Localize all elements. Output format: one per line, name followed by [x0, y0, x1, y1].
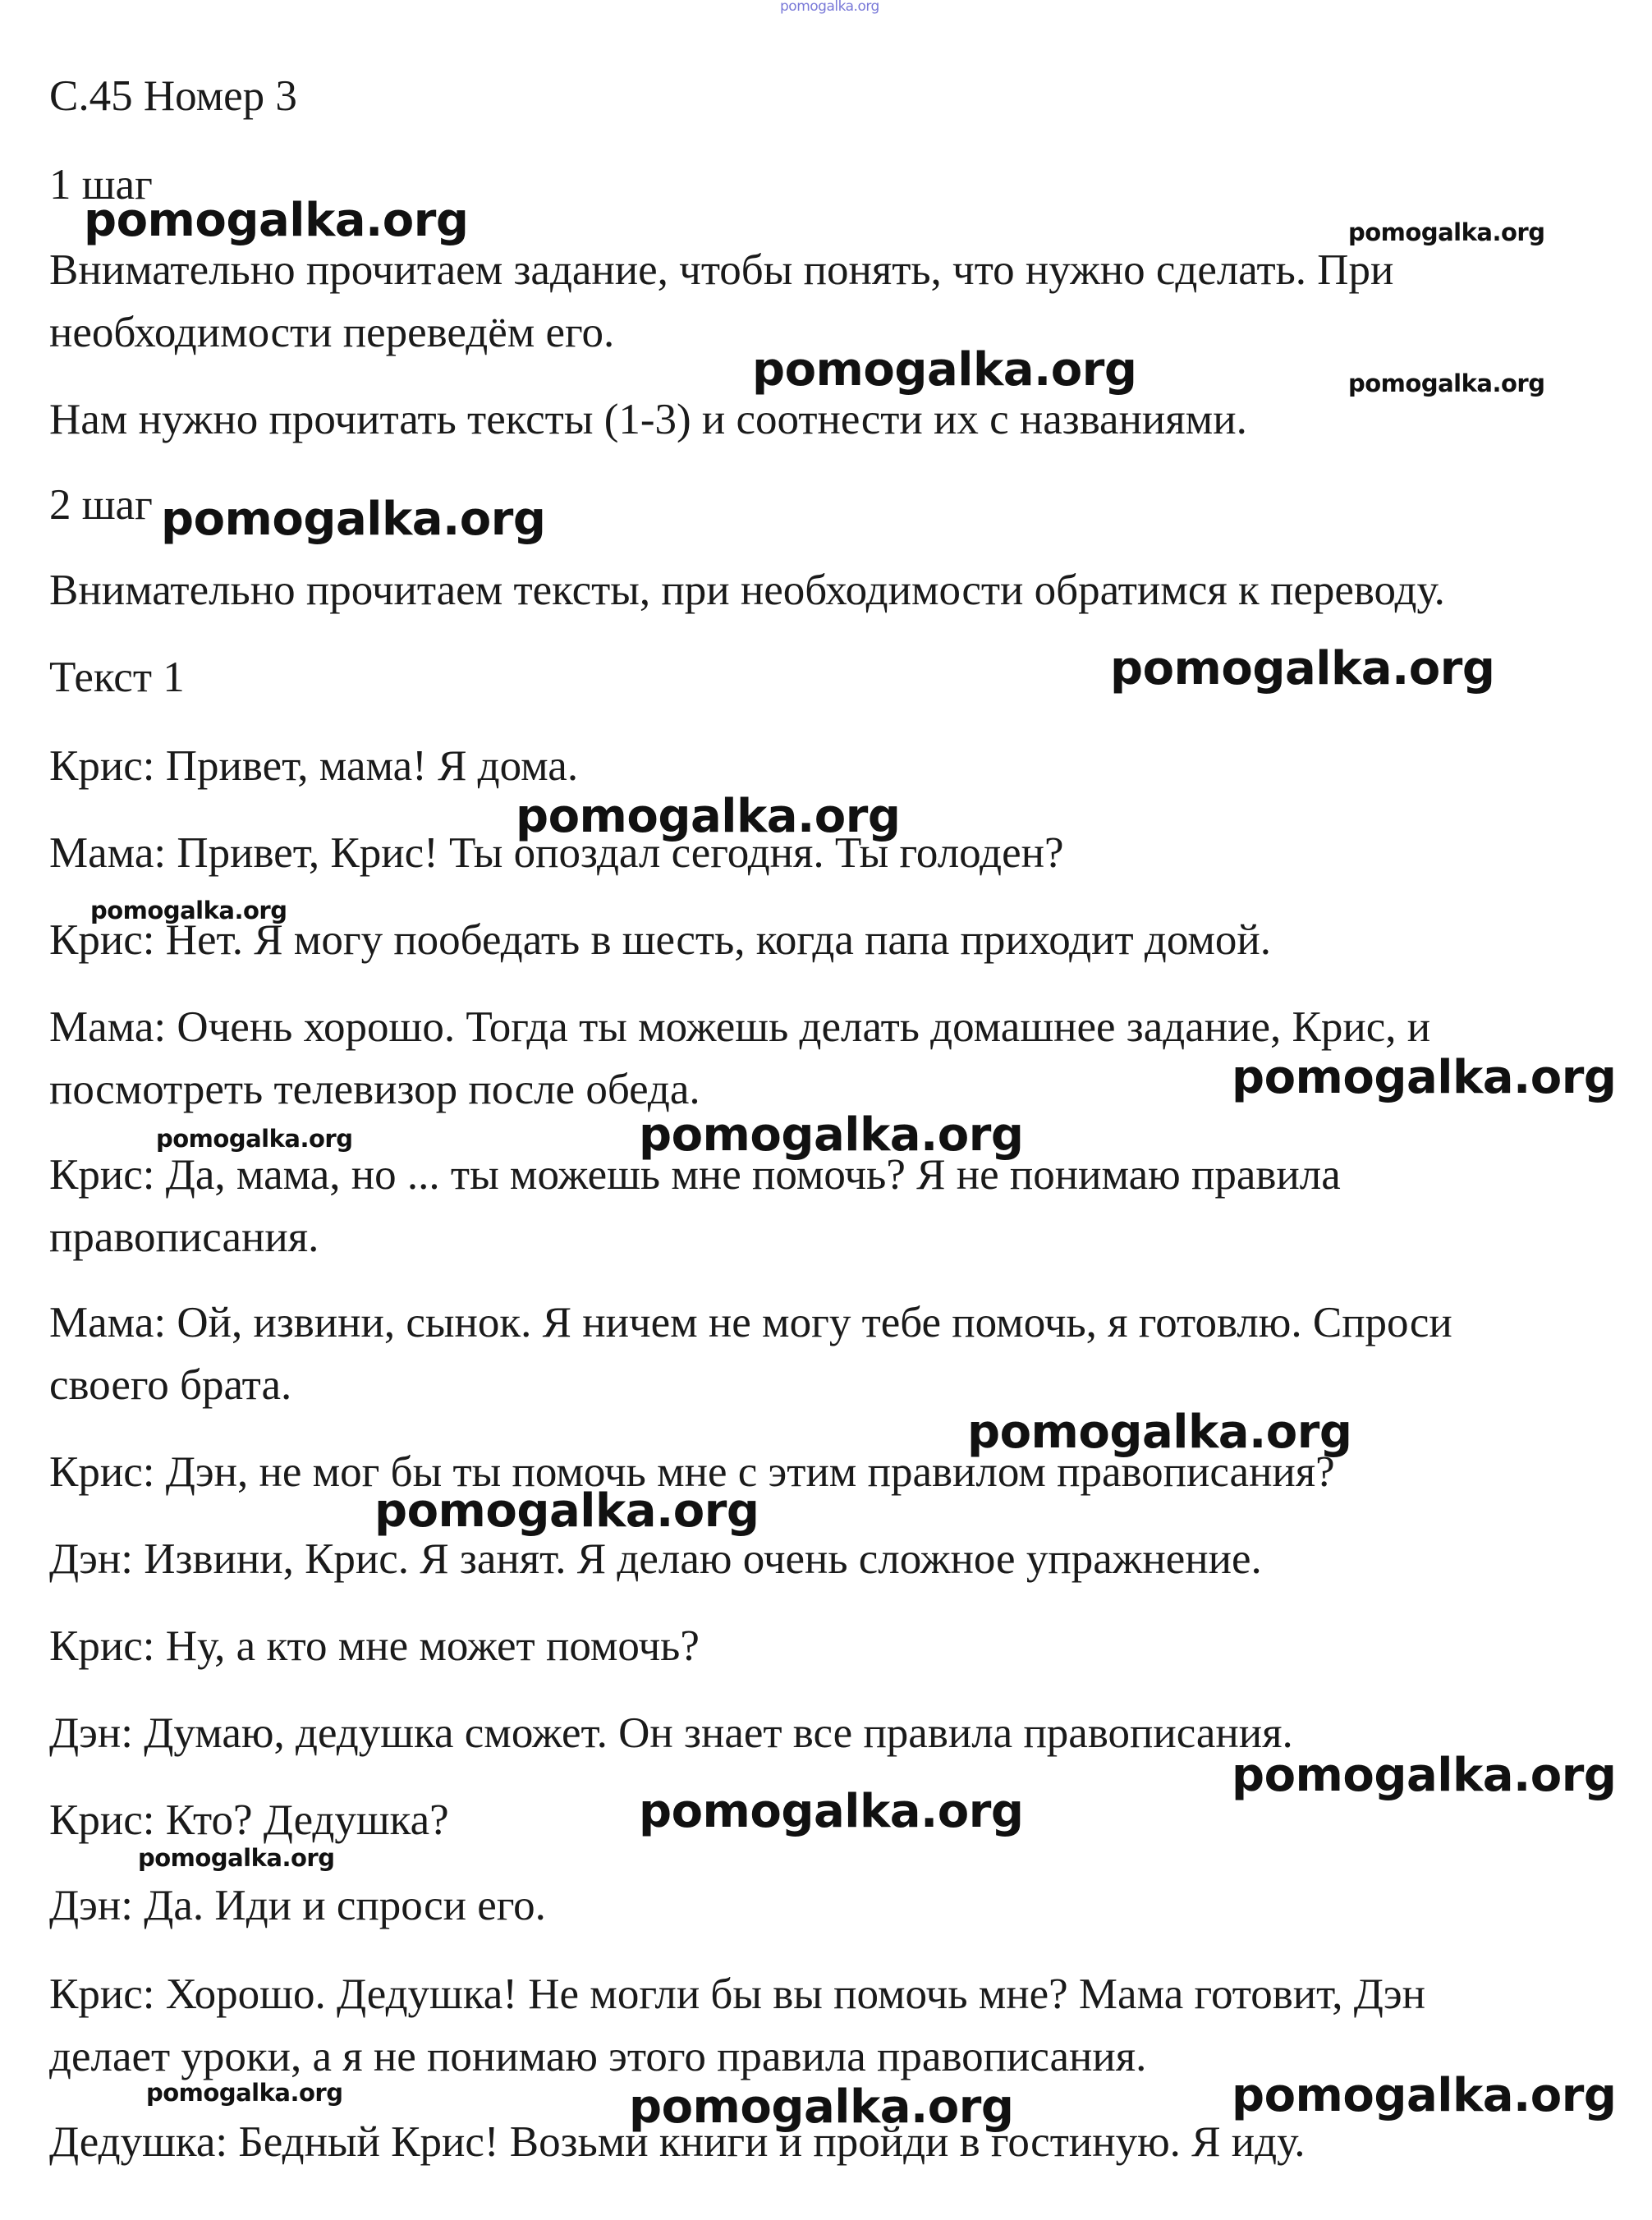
watermark: pomogalka.org	[1232, 2069, 1617, 2122]
dialogue-line: Дэн: Думаю, дедушка сможет. Он знает все правила правописания.	[49, 1709, 1293, 1757]
dialogue-line: своего брата.	[49, 1361, 292, 1409]
dialogue-line: Мама: Привет, Крис! Ты опоздал сегодня. Ты голоден?	[49, 829, 1064, 877]
dialogue-line: Крис: Кто? Дедушка?	[49, 1796, 449, 1844]
dialogue-line: Мама: Ой, извини, сынок. Я ничем не могу тебе помочь, я готовлю. Спроси	[49, 1299, 1452, 1346]
watermark: pomogalka.org	[639, 1108, 1024, 1162]
dialogue-line: делает уроки, а я не понимаю этого правила правописания.	[49, 2033, 1147, 2080]
page-heading: С.45 Номер 3	[49, 72, 297, 120]
watermark: pomogalka.org	[90, 897, 287, 924]
watermark: pomogalka.org	[1348, 218, 1545, 246]
watermark: pomogalka.org	[1232, 1051, 1617, 1104]
watermark-top: pomogalka.org	[780, 0, 879, 15]
dialogue-line: Дедушка: Бедный Крис! Возьми книги и пройди в гостиную. Я иду.	[49, 2118, 1306, 2166]
watermark: pomogalka.org	[374, 1484, 759, 1538]
dialogue-line: Крис: Дэн, не мог бы ты помочь мне с этим правилом правописания?	[49, 1448, 1335, 1496]
dialogue-line: Дэн: Извини, Крис. Я занят. Я делаю очень сложное упражнение.	[49, 1535, 1262, 1583]
watermark: pomogalka.org	[967, 1406, 1352, 1459]
dialogue-line: посмотреть телевизор после обеда.	[49, 1066, 700, 1113]
step1-paragraph2: Нам нужно прочитать тексты (1-3) и соотнести их с названиями.	[49, 396, 1247, 443]
step1-paragraph-line1: Внимательно прочитаем задание, чтобы понять, что нужно сделать. При	[49, 246, 1394, 294]
dialogue-line: Крис: Привет, мама! Я дома.	[49, 742, 579, 790]
step2-label: 2 шаг	[49, 481, 153, 529]
dialogue-line: Крис: Да, мама, но ... ты можешь мне помочь? Я не понимаю правила	[49, 1151, 1341, 1199]
dialogue-line: Дэн: Да. Иди и спроси его.	[49, 1882, 546, 1929]
watermark: pomogalka.org	[629, 2080, 1014, 2134]
watermark: pomogalka.org	[84, 194, 469, 247]
step1-paragraph-line2: необходимости переведём его.	[49, 309, 615, 356]
watermark: pomogalka.org	[639, 1785, 1024, 1838]
watermark: pomogalka.org	[161, 493, 546, 546]
watermark: pomogalka.org	[516, 790, 901, 843]
dialogue-line: Мама: Очень хорошо. Тогда ты можешь делать домашнее задание, Крис, и	[49, 1003, 1431, 1051]
step2-paragraph: Внимательно прочитаем тексты, при необходимости обратимся к переводу.	[49, 566, 1445, 614]
watermark: pomogalka.org	[1232, 1749, 1617, 1802]
watermark: pomogalka.org	[146, 2079, 343, 2107]
watermark: pomogalka.org	[1348, 369, 1545, 397]
dialogue-line: Крис: Нет. Я могу пообедать в шесть, когда папа приходит домой.	[49, 916, 1272, 964]
watermark: pomogalka.org	[752, 343, 1137, 397]
step1-label: 1 шаг	[49, 161, 153, 209]
watermark: pomogalka.org	[1110, 642, 1495, 695]
text1-label: Текст 1	[49, 654, 185, 701]
dialogue-line: Крис: Ну, а кто мне может помочь?	[49, 1622, 700, 1670]
watermark: pomogalka.org	[156, 1125, 353, 1153]
dialogue-line: правописания.	[49, 1213, 319, 1261]
watermark: pomogalka.org	[138, 1844, 335, 1872]
dialogue-line: Крис: Хорошо. Дедушка! Не могли бы вы помочь мне? Мама готовит, Дэн	[49, 1970, 1426, 2018]
